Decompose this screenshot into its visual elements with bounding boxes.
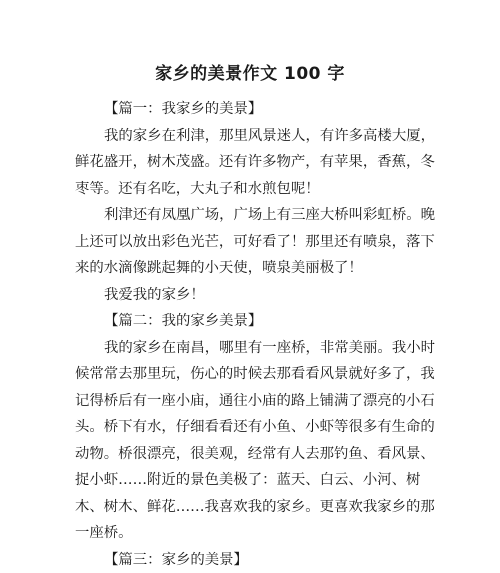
paragraph-line: 来的水滴像跳起舞的小天使，喷泉美丽极了！	[75, 255, 435, 282]
section-heading: 【篇一：我家乡的美景】	[75, 96, 435, 123]
document-body	[75, 96, 435, 573]
paragraph-line: 鲜花盛开，树木茂盛。还有许多物产，有苹果，香蕉，冬	[75, 149, 435, 176]
section-heading: 【篇二：我的家乡美景】	[75, 308, 435, 335]
paragraph-line: 枣等。还有名吃，大丸子和水煎包呢！	[75, 176, 435, 203]
paragraph-line: 利津还有凤凰广场，广场上有三座大桥叫彩虹桥。晚	[75, 202, 435, 229]
paragraph-line: 我的家乡在南昌，哪里有一座桥，非常美丽。我小时	[75, 335, 435, 362]
paragraph-line: 动物。桥很漂亮，很美观，经常有人去那钓鱼、看风景、	[75, 441, 435, 468]
paragraph-line: 记得桥后有一座小庙，通往小庙的路上铺满了漂亮的小石	[75, 388, 435, 415]
paragraph-line: 捉小虾……附近的景色美极了：蓝天、白云、小河、树	[75, 467, 435, 494]
paragraph-line: 木、树木、鲜花……我喜欢我的家乡。更喜欢我家乡的那	[75, 494, 435, 521]
paragraph-line: 一座桥。	[75, 520, 435, 547]
paragraph-line: 上还可以放出彩色光芒，可好看了！那里还有喷泉，落下	[75, 229, 435, 256]
paragraph-line: 我的家乡在利津，那里风景迷人，有许多高楼大厦，	[75, 123, 435, 150]
section-heading: 【篇三：家乡的美景】	[75, 547, 435, 573]
document-title: 家乡的美景作文 100 字	[0, 63, 500, 85]
paragraph-line: 我爱我的家乡！	[75, 282, 435, 309]
paragraph-line: 候常常去那里玩，伤心的时候去那看看风景就好多了，我	[75, 361, 435, 388]
paragraph-line: 头。桥下有水，仔细看看还有小鱼、小虾等很多有生命的	[75, 414, 435, 441]
